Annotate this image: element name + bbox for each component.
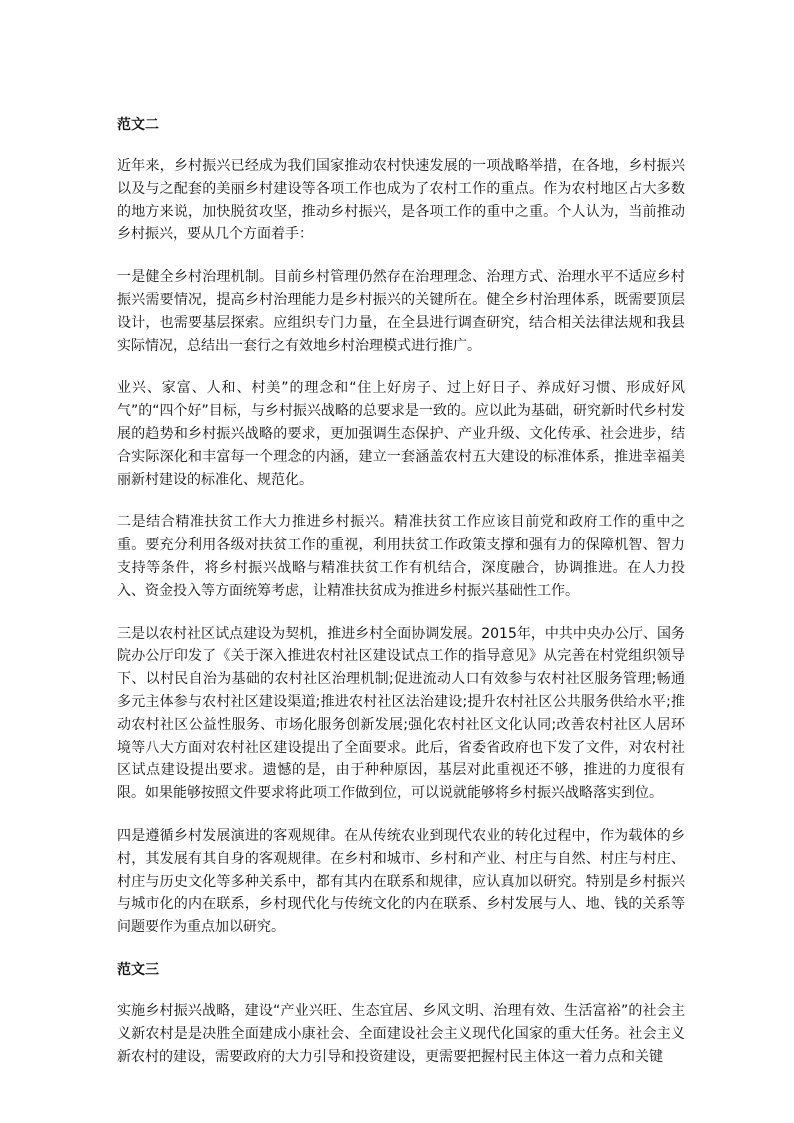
paragraph-point-3: 三是以农村社区试点建设为契机，推进乡村全面协调发展。2015年，中共中央办公厅、国务院办公厅印发了《关于深入推进农村社区建设试点工作的指导意见》从完善在村党组织领导下、以村民自治为基础的农村社区治理机制;促进流动人口有效参与农村社区服务管理;畅通多元主体参与农村社区建设渠道;推进农村社区法治建设;提升农村社区公共服务供给水平;推动农村社区公益性服务、市场化服务创新发展;强化农村社区文化认同;改善农村社区人居环境等八大方面对农村社区建设提出了全面要求。此后，省委省政府也下发了文件，对农村社区试点建设提出要求。遗憾的是，由于种种原因，基层对此重视还不够，推进的力度很有限。如果能够按照文件要求将此项工作做到位，可以说就能够将乡村振兴战略落实到位。	[117, 625, 685, 802]
section-heading-2: 范文二	[117, 117, 159, 133]
paragraph-intro: 近年来，乡村振兴已经成为我们国家推动农村快速发展的一项战略举措，在各地，乡村振兴以及与之配套的美丽乡村建设等各项工作也成为了农村工作的重点。作为农村地区占大多数的地方来说，加快脱贫攻坚，推动乡村振兴，是各项工作的重中之重。个人认为，当前推动乡村振兴，要从几个方面着手：	[117, 158, 685, 243]
paragraph-point-4: 四是遵循乡村发展演进的客观规律。在从传统农业到现代农业的转化过程中，作为载体的乡村，其发展有其自身的客观规律。在乡村和城市、乡村和产业、村庄与自然、村庄与村庄、村庄与历史文化等多种关系中，都有其内在联系和规律，应认真加以研究。特别是乡村振兴与城市化的内在联系，乡村现代化与传统文化的内在联系、乡村发展与人、地、钱的关系等问题要作为重点加以研究。	[117, 827, 685, 936]
paragraph-point-1: 一是健全乡村治理机制。目前乡村管理仍然存在治理理念、治理方式、治理水平不适应乡村振兴需要情况，提高乡村治理能力是乡村振兴的关键所在。健全乡村治理体系，既需要顶层设计，也需要基层探索。应组织专门力量，在全县进行调查研究，结合相关法律法规和我县实际情况，总结出一套行之有效地乡村治理模式进行推广。	[117, 269, 685, 354]
section-heading-3: 范文三	[117, 961, 159, 978]
paragraph-section-3-intro: 实施乡村振兴战略，建设“产业兴旺、生态宜居、乡风文明、治理有效、生活富裕”的社会主义新农村是是决胜全面建成小康社会、全面建设社会主义现代化国家的重大任务。社会主义新农村的建设，需要政府的大力引导和投资建设，更需要把握村民主体这一着力点和关键	[117, 1002, 685, 1065]
paragraph-village-concept: 业兴、家富、人和、村美”的理念和“住上好房子、过上好日子、养成好习惯、形成好风气”的“四个好”目标，与乡村振兴战略的总要求是一致的。应以此为基础，研究新时代乡村发展的趋势和乡村振兴战略的要求，更加强调生态保护、产业升级、文化传承、社会进步，结合实际深化和丰富每一个理念的内涵，建立一套涵盖农村五大建设的标准体系，推进幸福美丽新村建设的标准化、规范化。	[117, 380, 685, 488]
paragraph-point-2: 二是结合精准扶贫工作大力推进乡村振兴。精准扶贫工作应该目前党和政府工作的重中之重。要充分利用各级对扶贫工作的重视，利用扶贫工作政策支撑和强有力的保障机智、智力支持等条件，将乡村振兴战略与精准扶贫工作有机结合，深度融合，协调推进。在人力投入、资金投入等方面统筹考虑，让精准扶贫成为推进乡村振兴基础性工作。	[117, 514, 685, 599]
document-page	[117, 114, 685, 1068]
